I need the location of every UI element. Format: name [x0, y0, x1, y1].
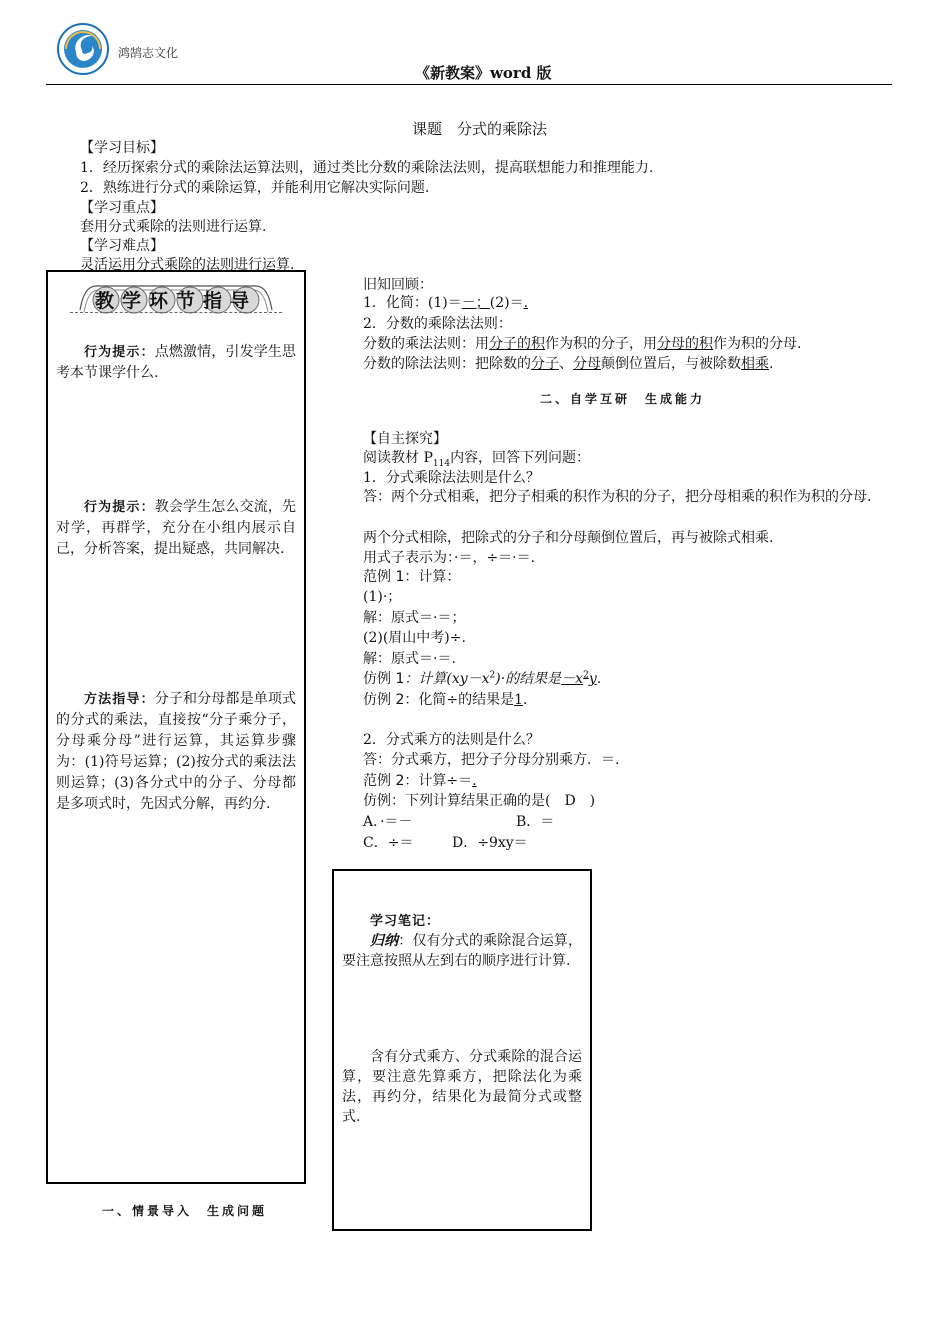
- explore-q1: 1．分式乘除法法则是什么？: [363, 470, 540, 486]
- explore-a1: 答：两个分式相乘，把分子相乘的积作为积的分子，把分母相乘的积作为积的分母.: [363, 489, 872, 505]
- key-point-text: 套用分式乘除的法则进行运算.: [80, 219, 267, 235]
- imitation-1: 仿例 1：计算$(xy-x^2)\cdot$的结果是$-x^2y$.: [363, 670, 602, 687]
- review-heading: 旧知回顾：: [363, 277, 433, 293]
- answer-blank: .: [523, 295, 529, 311]
- study-notes-box: [332, 869, 592, 1231]
- example-1-solution-1: 解：原式＝·＝；: [363, 610, 466, 626]
- example-1: 范例 1：计算：: [363, 569, 461, 585]
- formula-expression: 用式子表示为：·＝，÷＝·＝.: [363, 550, 536, 566]
- teaching-guide-box: [46, 270, 306, 1184]
- header-divider: [46, 84, 892, 85]
- lesson-title: 课题 分式的乘除法: [412, 120, 548, 138]
- option-d: D．÷9xy＝: [452, 835, 528, 851]
- explore-a2: 答：分式乘方，把分子分母分别乘方．＝.: [363, 752, 620, 768]
- notes-paragraph-2: 含有分式乘方、分式乘除的混合运算，要注意先算乘方，把除法化为乘法，再约分，结果化为最简分式或整式.: [342, 1049, 582, 1125]
- explore-q2: 2．分式乘方的法则是什么？: [363, 732, 540, 748]
- answer-blank: 分子: [531, 356, 559, 372]
- guide-dashed-divider: [70, 312, 282, 313]
- answer-blank: －；: [461, 295, 490, 311]
- tip-text: 点燃激情，引发学生思考本节课学什么.: [56, 344, 296, 381]
- method-guide: [56, 689, 296, 815]
- tip-label: 方法指导：: [84, 692, 155, 707]
- tip-text: 教会学生怎么交流，先对学，再群学，充分在小组内展示自己，分析答案，提出疑惑，共同解决.: [56, 499, 296, 557]
- answer-blank: 相乘: [741, 356, 769, 372]
- tip-text: 分子和分母都是单项式的分式的乘法，直接按“分子乘分子，分母乘分母”进行运算，其运算步骤为：(1)符号运算；(2)按分式的乘法法则运算；(3)各分式中的分子、分母都是多项式时，先因式分解，再约分.: [56, 691, 296, 812]
- fraction-division-rule: 分数的除法法则：把除数的分子、分母颠倒位置后，与被除数相乘.: [363, 356, 774, 372]
- guide-banner: [76, 280, 276, 316]
- example-1-part-2: (2)(眉山中考)÷.: [363, 630, 466, 646]
- logo-icon: [56, 22, 110, 76]
- tip-label: 行为提示：: [84, 500, 155, 515]
- option-a: A．·＝－: [363, 814, 413, 830]
- example-2: 范例 2：计算÷＝.: [363, 773, 477, 789]
- explore-a1b: 两个分式相除，把除式的分子和分母颠倒位置后，再与被除式相乘.: [363, 530, 774, 546]
- imitation-2: 仿例 2：化简÷的结果是1.: [363, 692, 528, 708]
- review-q2: 2．分数的乘除法法则：: [363, 316, 512, 332]
- answer-blank: －x: [561, 671, 584, 687]
- option-c: C．÷＝: [363, 835, 414, 851]
- behavior-tip-2: [56, 497, 296, 560]
- answer-blank: 分子的积: [489, 336, 545, 352]
- review-q1: 1．化简：(1)＝－；(2)＝.: [363, 295, 529, 311]
- difficulty-heading: 【学习难点】: [80, 238, 164, 254]
- example-1-solution-2: 解：原式＝·＝.: [363, 651, 456, 667]
- section-1-title: 一、情景导入 生成问题: [102, 1204, 268, 1218]
- answer-blank: 分母的积: [657, 336, 713, 352]
- fraction-multiplication-rule: 分数的乘法法则：用分子的积作为积的分子，用分母的积作为积的分母.: [363, 336, 802, 352]
- answer-blank: 1: [514, 692, 524, 708]
- objective-item-1: 1．经历探索分式的乘除法运算法则，通过类比分数的乘除法法则，提高联想能力和推理能力.: [80, 160, 654, 176]
- explore-heading: 【自主探究】: [363, 431, 447, 447]
- notes-heading: 学习笔记：: [370, 914, 441, 929]
- document-type-title: 《新教案》word 版: [415, 64, 552, 82]
- example-1-part-1: (1)·；: [363, 589, 402, 605]
- difficulty-text: 灵活运用分式乘除的法则进行运算.: [80, 257, 295, 273]
- section-2-title: 二、自学互研 生成能力: [540, 392, 706, 406]
- tip-label: 行为提示：: [84, 345, 155, 360]
- objectives-heading: 【学习目标】: [80, 140, 164, 156]
- option-b: B．＝: [516, 814, 555, 830]
- objective-item-2: 2．熟练进行分式的乘除运算，并能利用它解决实际问题.: [80, 180, 430, 196]
- notes-summary: 归纳：仅有分式的乘除混合运算，要注意按照从左到右的顺序进行计算.: [342, 933, 583, 969]
- answer-blank: .: [472, 773, 477, 789]
- guide-banner-text: 教学环节指导: [94, 290, 258, 312]
- brand-name: 鸿鹄志文化: [118, 46, 179, 60]
- imitation-3: 仿例：下列计算结果正确的是( D ): [363, 793, 596, 809]
- reading-instruction: 阅读教材 $P_{114}$内容，回答下列问题：: [363, 450, 591, 469]
- answer-blank: 分母: [573, 356, 601, 372]
- key-point-heading: 【学习重点】: [80, 200, 164, 216]
- behavior-tip-1: [56, 342, 296, 384]
